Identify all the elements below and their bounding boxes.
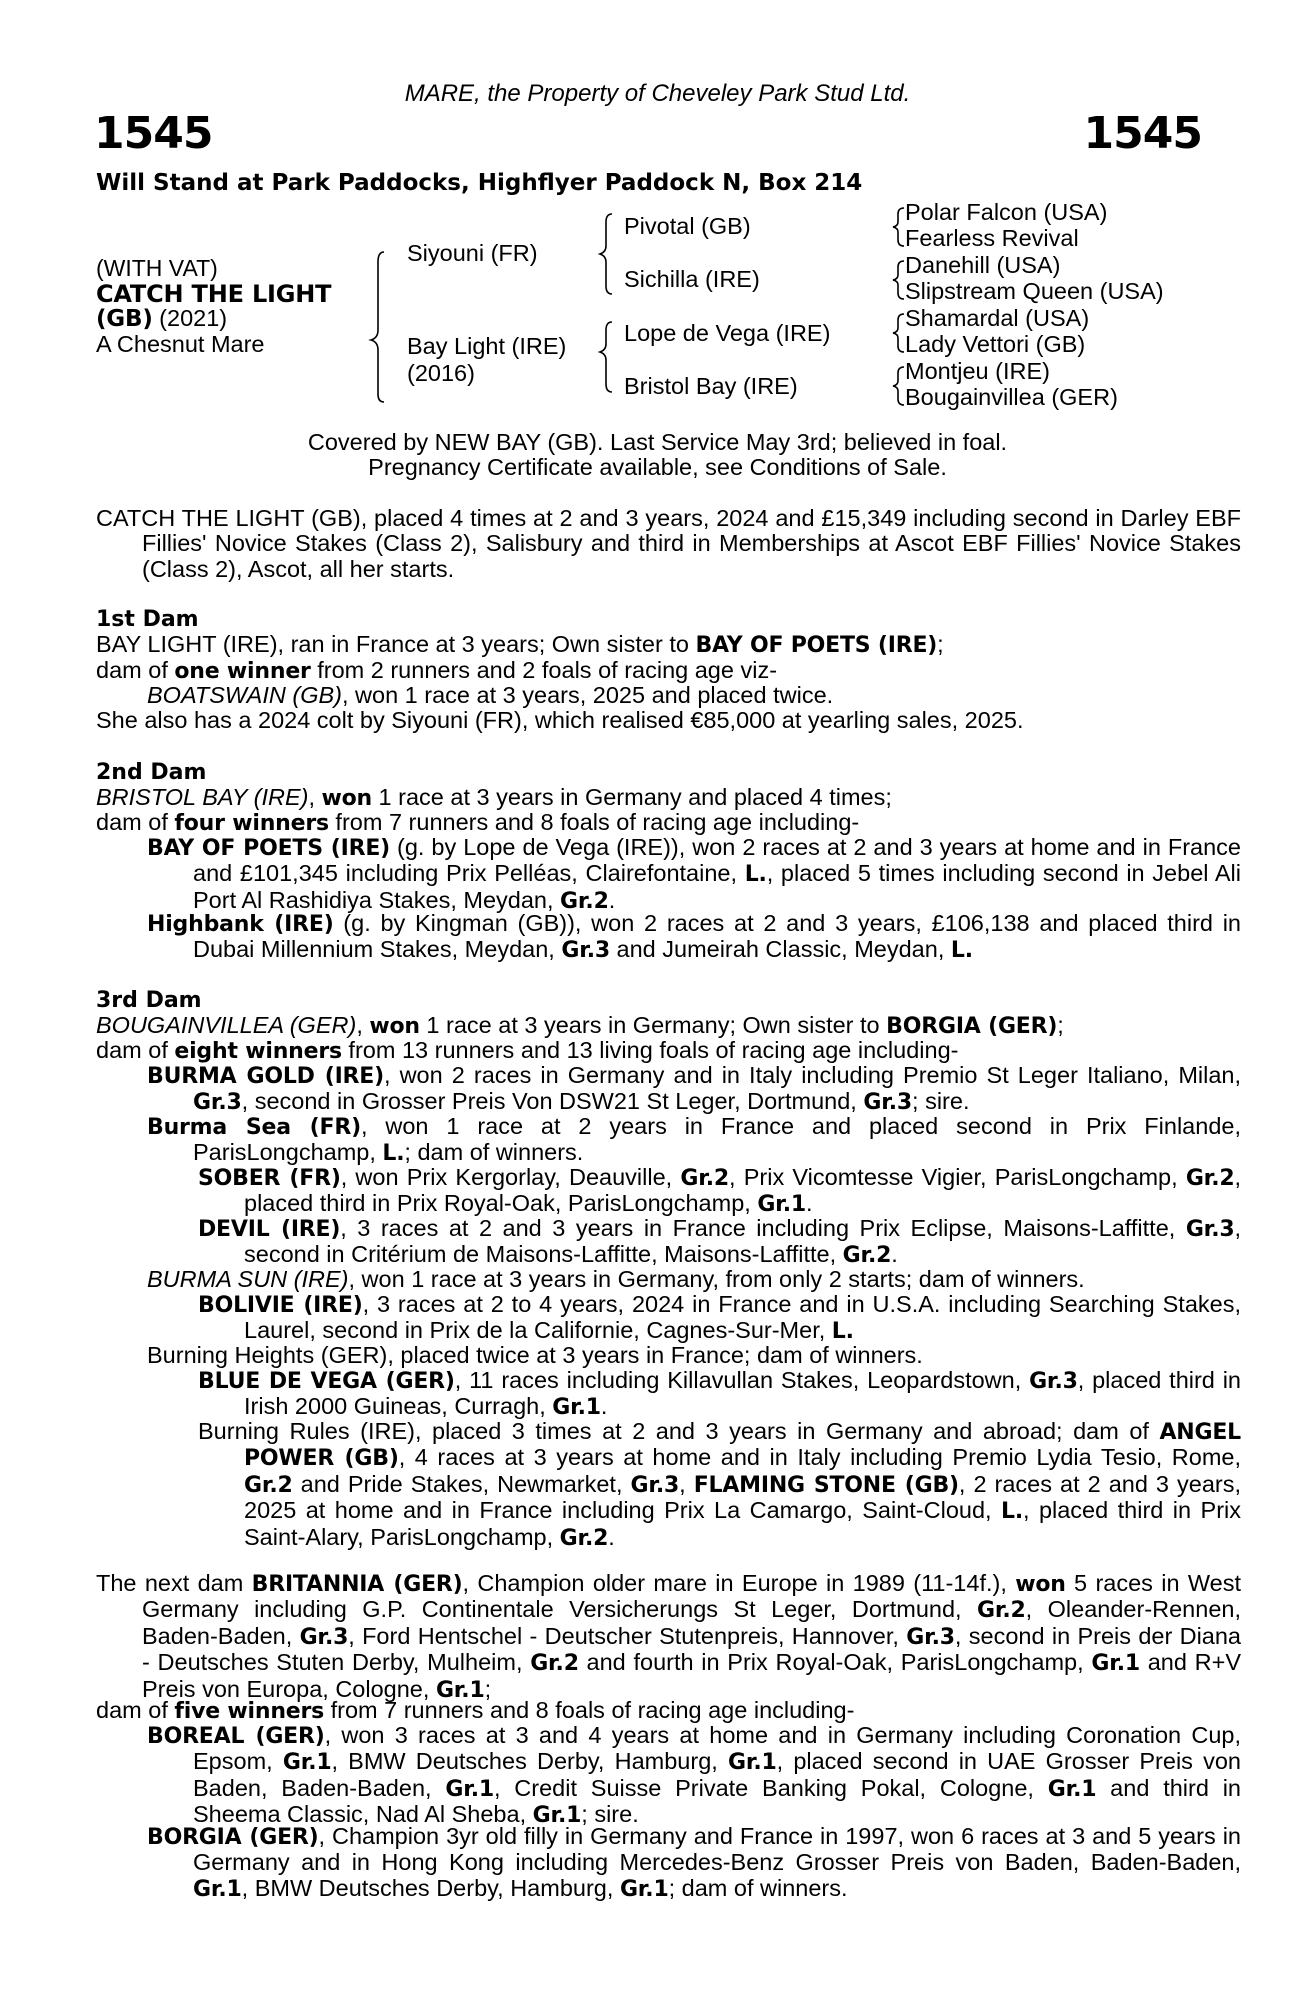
text: and Jumeirah Classic, Meydan, <box>609 936 951 963</box>
first-dam-desc: BAY LIGHT (IRE), ran in France at 3 years; Own sister to <box>96 631 696 657</box>
produce-name: SOBER (FR) <box>198 1166 341 1191</box>
text: , BMW Deutsches Derby, Hamburg, <box>241 1874 620 1901</box>
produce-entry <box>147 1114 1241 1167</box>
grade: Gr.1 <box>193 1876 242 1902</box>
produce-entry <box>147 683 1195 708</box>
grade: Gr.3 <box>561 938 610 964</box>
first-dam-note: She also has a 2024 colt by Siyouni (FR), which realised €85,000 at yearling sales, 2025. <box>96 707 1024 733</box>
text: , Oleander-Rennen, Baden-Baden, <box>142 1596 1241 1649</box>
produce-name: Highbank (IRE) <box>147 912 334 937</box>
dam-dam: Bristol Bay (IRE) <box>624 373 798 399</box>
grand-produce-entry <box>198 1165 1241 1218</box>
text: , 3 races at 2 to 4 years, 2024 in France and in U.S.A. including Searching Stakes, Laurel, second in Prix de la Californie, Cagnes-Sur-Mer, <box>244 1291 1241 1344</box>
text: from 2 runners and 2 foals of racing age viz- <box>310 657 778 683</box>
grade: L. <box>744 862 767 888</box>
text: , 4 races at 3 years at home and in Italy including Premio Lydia Tesio, Rome, <box>398 1444 1241 1471</box>
ss-dam: Fearless Revival <box>905 225 1079 251</box>
text: , BMW Deutsches Derby, Hamburg, <box>331 1748 728 1775</box>
grade: L. <box>831 1319 854 1345</box>
text: ; sire. <box>912 1088 970 1115</box>
dam-name: BOUGAINVILLEA (GER) <box>96 1012 357 1038</box>
dam-year: (2016) <box>407 360 475 386</box>
produce-name: BURMA SUN (IRE) <box>147 1266 349 1292</box>
produce-entry <box>147 835 1241 914</box>
produce-name: BLUE DE VEGA (GER) <box>198 1369 455 1394</box>
grade: Gr.2 <box>977 1598 1026 1624</box>
text: , Champion older mare in Europe in 1989 (11-14f.), <box>462 1570 1016 1596</box>
third-dam-heading: 3rd Dam <box>96 988 202 1013</box>
third-dam-line <box>96 1013 1195 1039</box>
text: , Prix Vicomtesse Vigier, ParisLongchamp, <box>729 1164 1186 1190</box>
won-label: won <box>369 1014 420 1039</box>
grade: Gr.1 <box>435 1677 485 1703</box>
text: , placed third in Prix Royal-Oak, ParisLongchamp, <box>244 1164 1241 1217</box>
text: , 11 races including Killavullan Stakes, Leopardstown, <box>454 1367 1030 1393</box>
produce-name: Burma Sea (FR) <box>147 1115 361 1140</box>
produce-entry: Burning Heights (GER), placed twice at 3 years in France; dam of winners. <box>147 1342 923 1368</box>
grade: Gr.1 <box>1047 1776 1097 1802</box>
sire-sire: Pivotal (GB) <box>624 213 751 239</box>
produce-name: BOLIVIE (IRE) <box>198 1293 363 1318</box>
text: . <box>608 886 616 913</box>
dam-sire: Lope de Vega (IRE) <box>624 320 831 346</box>
text: and third in Sheema Classic, Nad Al Sheba, <box>193 1774 1241 1828</box>
text: and R+V Preis von Europa, Cologne, <box>142 1649 1241 1702</box>
dam: Bay Light (IRE) <box>407 333 567 359</box>
produce-entry <box>147 1063 1241 1116</box>
first-dam-heading: 1st Dam <box>96 607 199 632</box>
second-dam-produce-summary <box>96 810 1195 836</box>
text: 1 race at 3 years in Germany and placed 4 times; <box>372 784 892 810</box>
dd-sire: Montjeu (IRE) <box>905 358 1050 384</box>
text: The next dam <box>96 1570 252 1596</box>
grade: Gr.3 <box>906 1624 955 1650</box>
grade: Gr.2 <box>1185 1166 1235 1191</box>
winner-count: one winner <box>174 659 311 684</box>
first-dam-produce-summary <box>96 658 1195 684</box>
second-dam-heading: 2nd Dam <box>96 760 207 785</box>
dd-dam: Bougainvillea (GER) <box>905 384 1118 410</box>
next-dam-line <box>96 1571 1241 1703</box>
won-label: won <box>321 786 373 811</box>
produce-entry <box>147 1824 1241 1902</box>
text: ; dam of winners. <box>404 1139 584 1166</box>
grade: Gr.1 <box>1091 1651 1140 1677</box>
text: , <box>679 1470 694 1497</box>
text: . <box>891 1241 898 1268</box>
grade: Gr.3 <box>863 1090 913 1116</box>
vat-note: (WITH VAT) <box>96 255 218 281</box>
text: , won 1 race at 2 years in France and placed second in Prix Finlande, ParisLongchamp, <box>193 1113 1241 1166</box>
punct: , <box>308 784 322 810</box>
grade: Gr.2 <box>680 1166 730 1191</box>
ds-sire: Shamardal (USA) <box>905 305 1090 331</box>
horse-country: (GB) <box>96 306 153 332</box>
winner-count: five winners <box>174 1699 325 1724</box>
sd-sire: Danehill (USA) <box>905 252 1061 278</box>
text: dam of <box>96 1037 175 1063</box>
second-dam-line <box>96 785 1195 811</box>
text: , won 1 race at 3 years in Germany, from only 2 starts; dam of winners. <box>348 1266 1085 1292</box>
won-label: won <box>1015 1572 1066 1597</box>
text: and fourth in Prix Royal-Oak, ParisLongchamp, <box>578 1649 1092 1676</box>
grade: L. <box>950 938 973 964</box>
grade: Gr.3 <box>630 1472 680 1498</box>
text: from 13 runners and 13 living foals of racing age including- <box>341 1037 959 1063</box>
grade: Gr.2 <box>560 888 609 914</box>
text: , placed third in Prix Saint-Alary, ParisLongchamp, <box>244 1497 1241 1550</box>
text: , placed second in UAE Grosser Preis von Baden, Baden-Baden, <box>193 1748 1241 1801</box>
produce-name: ANGEL POWER (GB) <box>244 1420 1241 1472</box>
covered-note: Covered by NEW BAY (GB). Last Service May 3rd; believed in foal. <box>307 429 1008 455</box>
produce-name: BURMA GOLD (IRE) <box>147 1064 384 1089</box>
dam-name: BRISTOL BAY (IRE) <box>96 784 309 810</box>
text: , placed third in Irish 2000 Guineas, Curragh, <box>244 1367 1241 1420</box>
text: , second in Preis der Diana - Deutsches Stuten Derby, Mulheim, <box>142 1622 1241 1676</box>
horse-year: (2021) <box>152 305 228 331</box>
text: from 7 runners and 8 foals of racing age including- <box>328 809 860 835</box>
text: , second in Grosser Preis Von DSW21 St Leger, Dortmund, <box>241 1088 864 1115</box>
text: . <box>805 1190 813 1217</box>
text: . <box>600 1393 608 1420</box>
text: 5 races in West Germany including G.P. Continentale Versicherungs St Leger, Dortmund, <box>142 1570 1241 1623</box>
produce-record: , won 1 race at 3 years, 2025 and placed twice. <box>341 682 834 708</box>
grade: Gr.1 <box>552 1395 601 1421</box>
text: 1 race at 3 years in Germany; Own sister to <box>419 1012 887 1038</box>
grade: Gr.2 <box>842 1243 892 1269</box>
text: , 3 races at 2 and 3 years in France including Prix Eclipse, Maisons-Laffitte, <box>340 1215 1186 1241</box>
stand-location: Will Stand at Park Paddocks, Highflyer Paddock N, Box 214 <box>96 170 863 196</box>
text: , Champion 3yr old filly in Germany and France in 1997, won 6 races at 3 and 5 years in Germany and in Hong Kong including Mercedes-Benz Grosser Preis von Baden, Baden-Baden, <box>193 1823 1242 1876</box>
sister-name: BAY OF POETS (IRE) <box>695 633 938 658</box>
grade: Gr.1 <box>445 1776 494 1802</box>
horse-record: CATCH THE LIGHT (GB), placed 4 times at 2 and 3 years, 2024 and £15,349 including second in Darley EBF Fillies' Novice Stakes (Class 2), Salisbury and third in Memberships at Ascot EBF Fillies' Novice Stakes (Class 2), Ascot, all her starts. <box>96 505 1241 582</box>
sister-name: BORGIA (GER) <box>886 1014 1058 1039</box>
produce-entry <box>147 911 1241 964</box>
produce-name: DEVIL (IRE) <box>198 1217 341 1242</box>
sire: Siyouni (FR) <box>407 240 538 266</box>
grade: Gr.3 <box>1029 1369 1078 1394</box>
grade: Gr.1 <box>757 1192 806 1218</box>
third-dam-produce-summary <box>96 1038 1195 1064</box>
text: , Ford Hentschel - Deutscher Stutenpreis, Hannover, <box>348 1622 907 1649</box>
winner-count: four winners <box>174 811 329 836</box>
grade: Gr.3 <box>1185 1217 1235 1242</box>
grade: Gr.1 <box>727 1750 777 1776</box>
text: , Credit Suisse Private Banking Pokal, Cologne, <box>493 1774 1048 1801</box>
grand-produce-entry <box>198 1419 1241 1551</box>
text: (g. by Lope de Vega (IRE)), won 2 races at 2 and 3 years at home and in France and £101,345 including Prix Pelléas, Clairefontaine, <box>193 834 1241 887</box>
grade: Gr.2 <box>530 1651 579 1677</box>
text: ; sire. <box>581 1801 639 1828</box>
grade: Gr.3 <box>193 1090 242 1116</box>
text: dam of <box>96 809 175 835</box>
ds-dam: Lady Vettori (GB) <box>905 331 1086 357</box>
sd-dam: Slipstream Queen (USA) <box>905 278 1164 304</box>
text: ; <box>484 1675 492 1702</box>
text: and Pride Stakes, Newmarket, <box>292 1470 631 1497</box>
text: dam of <box>96 1697 175 1723</box>
text: , second in Critérium de Maisons-Laffitte, Maisons-Laffitte, <box>244 1215 1241 1268</box>
punct: ; <box>1057 1012 1064 1038</box>
punct: , <box>356 1012 370 1038</box>
produce-entry <box>147 1723 1241 1829</box>
dam-name: BRITANNIA (GER) <box>251 1572 463 1597</box>
produce-name: BAY OF POETS (IRE) <box>147 836 391 861</box>
sire-dam: Sichilla (IRE) <box>624 266 760 292</box>
text: . <box>608 1523 615 1550</box>
produce-name: BOATSWAIN (GB) <box>147 682 342 708</box>
produce-entry <box>147 1267 1195 1292</box>
text: , won Prix Kergorlay, Deauville, <box>340 1164 681 1190</box>
grand-produce-entry <box>198 1368 1241 1421</box>
text: from 7 runners and 8 foals of racing age including- <box>324 1697 855 1723</box>
ss-sire: Polar Falcon (USA) <box>905 199 1108 225</box>
text: (g. by Kingman (GB)), won 2 races at 2 and 3 years, £106,138 and placed third in Dubai Millennium Stakes, Meydan, <box>193 910 1241 963</box>
text: , placed 5 times including second in Jebel Ali Port Al Rashidiya Stakes, Meydan, <box>193 860 1241 913</box>
produce-name: FLAMING STONE (GB) <box>693 1472 959 1498</box>
produce-name: BOREAL (GER) <box>147 1724 325 1749</box>
first-dam-line <box>96 632 1195 658</box>
grade: Gr.1 <box>532 1803 582 1829</box>
produce-name: BORGIA (GER) <box>147 1825 319 1850</box>
text: , won 2 races in Germany and in Italy including Premio St Leger Italiano, Milan, <box>383 1062 1241 1088</box>
grade: Gr.3 <box>299 1624 349 1650</box>
grand-produce-entry <box>198 1292 1241 1345</box>
pregnancy-note: Pregnancy Certificate available, see Conditions of Sale. <box>368 454 947 480</box>
grade: Gr.1 <box>619 1876 669 1902</box>
lot-number-left: 1545 <box>94 108 213 159</box>
grade: Gr.2 <box>244 1472 293 1498</box>
text: , won 3 races at 3 and 4 years at home and in Germany including Coronation Cup, Epsom, <box>193 1722 1242 1775</box>
horse-description: A Chesnut Mare <box>96 331 265 357</box>
text: , 2 races at 2 and 3 years, 2025 at home and in France including Prix La Camargo, Saint-Cloud, <box>244 1470 1241 1524</box>
lot-number-right: 1545 <box>1083 108 1202 159</box>
catalogue-header: MARE, the Property of Cheveley Park Stud Ltd. <box>404 80 911 107</box>
horse-name-line2 <box>96 306 227 332</box>
grade: L. <box>1001 1499 1023 1525</box>
text: ; dam of winners. <box>668 1874 848 1901</box>
next-dam-produce-summary <box>96 1698 1195 1724</box>
winner-count: eight winners <box>174 1039 342 1064</box>
grand-produce-entry <box>198 1216 1241 1269</box>
horse-name: CATCH THE LIGHT <box>96 280 332 308</box>
text: Burning Rules (IRE), placed 3 times at 2 and 3 years in Germany and abroad; dam of <box>198 1418 1160 1444</box>
text: dam of <box>96 657 175 683</box>
grade: L. <box>382 1141 405 1167</box>
grade: Gr.1 <box>282 1750 332 1776</box>
grade: Gr.2 <box>559 1525 609 1551</box>
punct: ; <box>937 631 944 657</box>
